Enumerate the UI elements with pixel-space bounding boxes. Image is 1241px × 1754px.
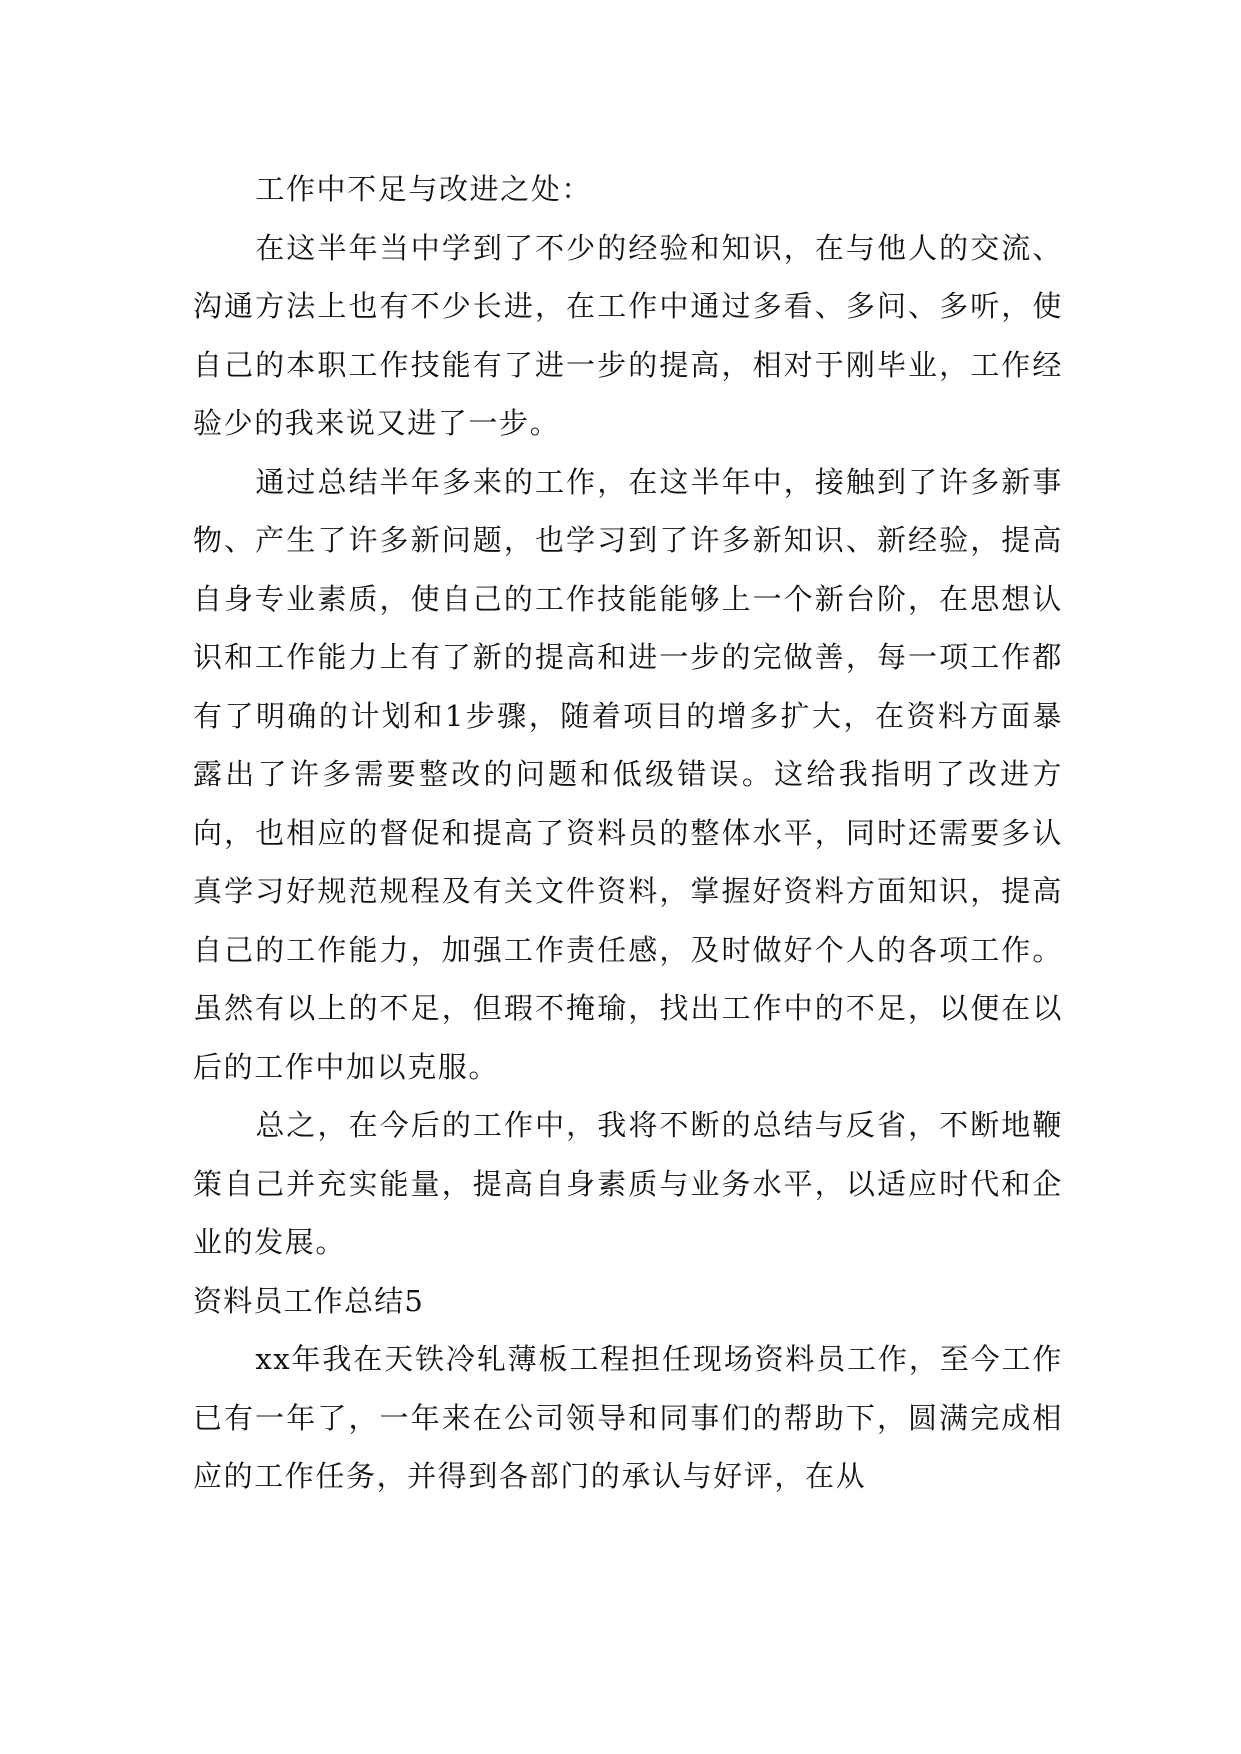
paragraph-summary-half-year: 通过总结半年多来的工作，在这半年中，接触到了许多新事物、产生了许多新问题，也学习到了许多新知识、新经验，提高自身专业素质，使自己的工作技能能够上一个新台阶，在思想认识和工作能力上有了新的提高和进一步的完做善，每一项工作都有了明确的计划和1步骤，随着项目的增多扩大，在资料方面暴露出了许多需要整改的问题和低级错误。这给我指明了改进方向，也相应的督促和提高了资料员的整体水平，同时还需要多认真学习好规范规程及有关文件资料，掌握好资料方面知识，提高自己的工作能力，加强工作责任感，及时做好个人的各项工作。虽然有以上的不足，但瑕不掩瑜，找出工作中的不足，以便在以后的工作中加以克服。 [193,464,1063,1084]
paragraph-shortcomings-heading: 工作中不足与改进之处： [255,172,592,206]
paragraph-conclusion: 总之，在今后的工作中，我将不断的总结与反省，不断地鞭策自己并充实能量，提高自身素质与业务水平，以适应时代和企业的发展。 [193,1108,1063,1259]
paragraph-experience: 在这半年当中学到了不少的经验和知识，在与他人的交流、沟通方法上也有不少长进，在工作中通过多看、多问、多听，使自己的本职工作技能有了进一步的提高，相对于刚毕业，工作经验少的我来说又进了一步。 [193,230,1063,440]
paragraph-section-5-intro: xx年我在天铁冷轧薄板工程担任现场资料员工作，至今工作已有一年了，一年来在公司领导和同事们的帮助下，圆满完成相应的工作任务，并得到各部门的承认与好评，在从 [193,1342,1063,1493]
document-body [193,160,1063,1506]
section-heading: 资料员工作总结5 [193,1283,425,1318]
